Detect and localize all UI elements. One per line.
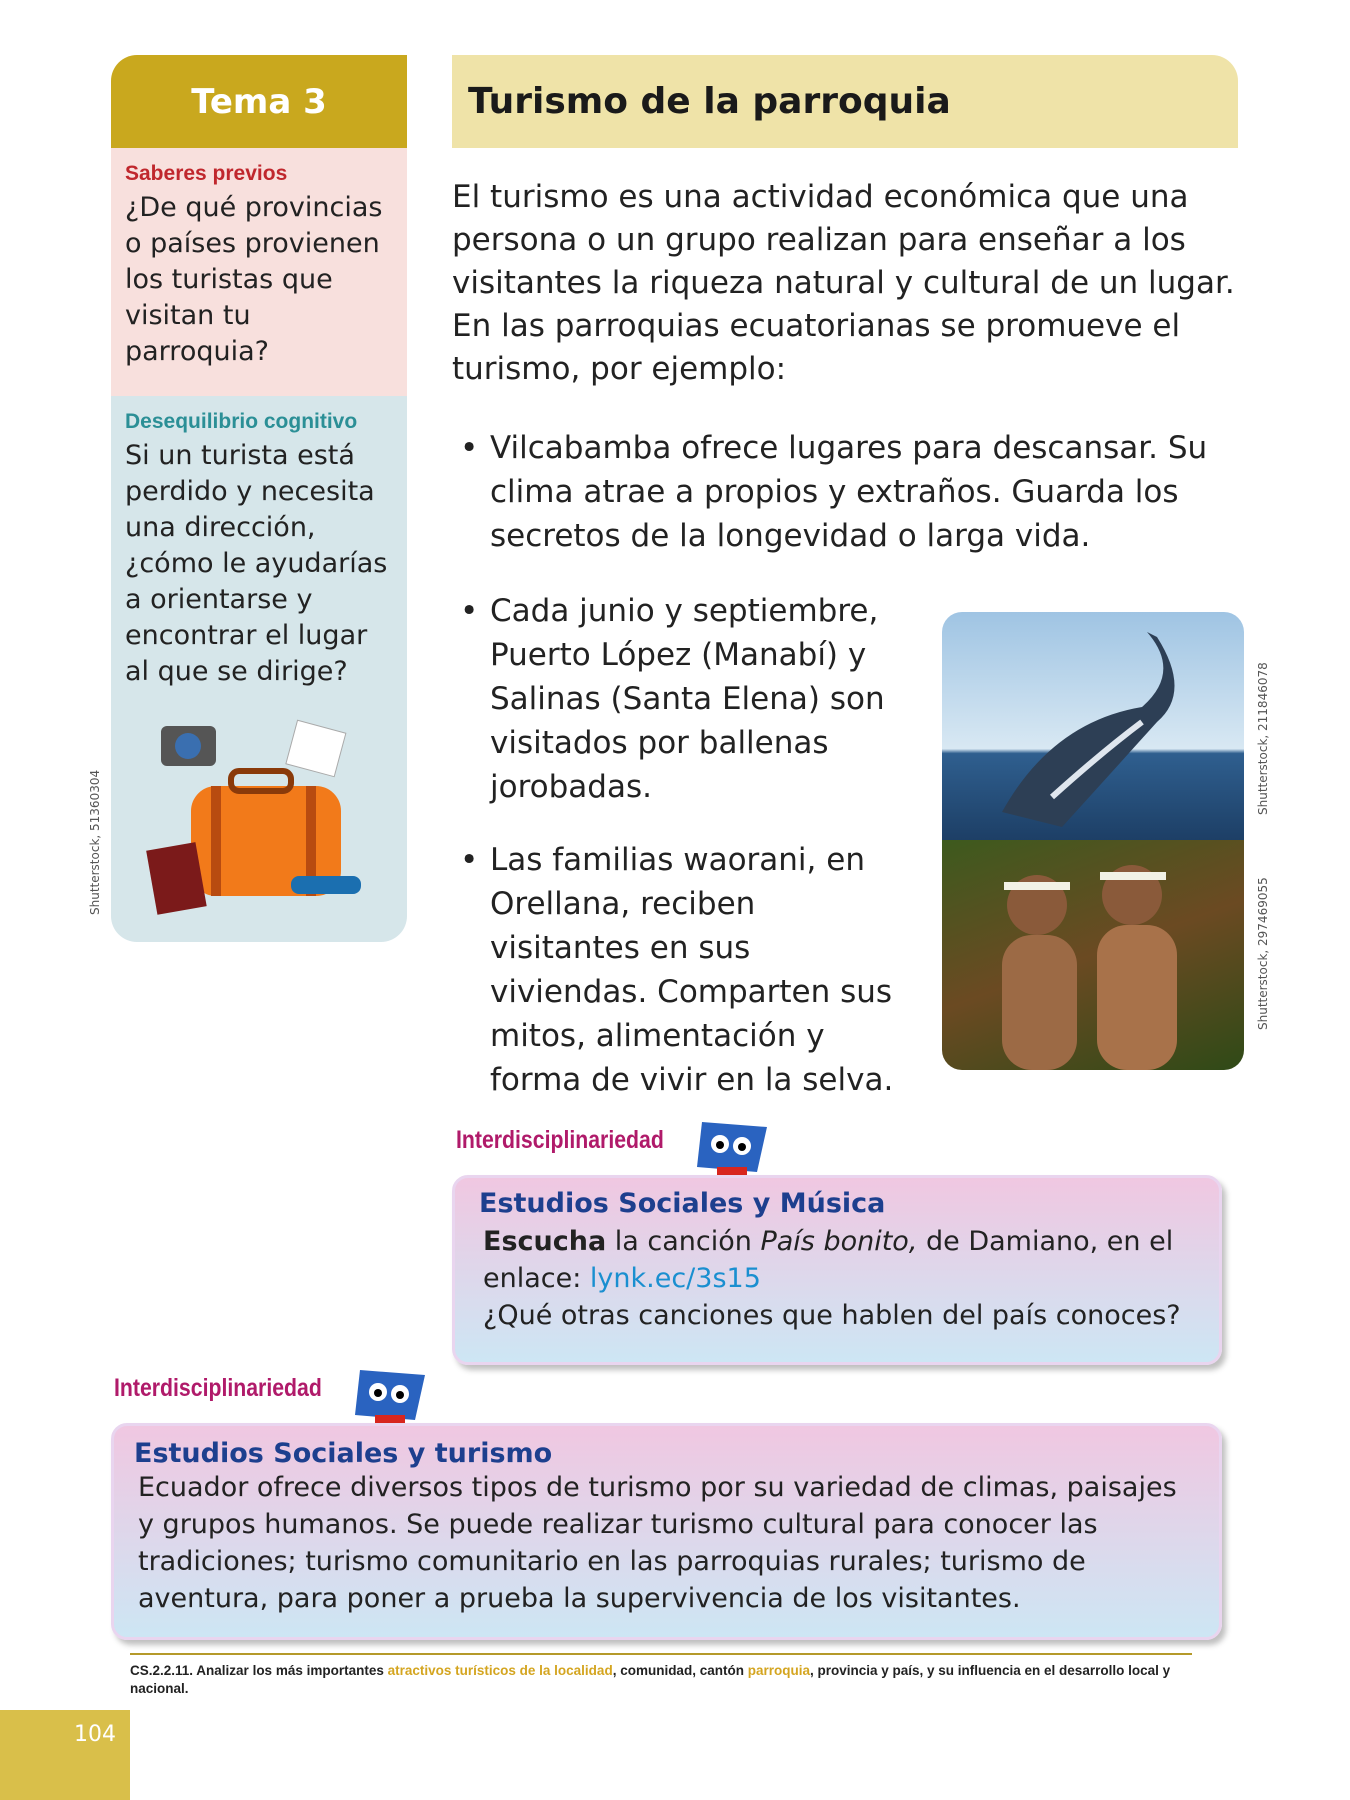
tema-header: Tema 3 — [111, 55, 407, 148]
text: de Damiano, en el enlace: — [483, 1226, 1174, 1294]
bullet-item: • Las familias waorani, en Orellana, reciben visitantes en sus viviendas. Comparten sus mitos, alimentación y forma de vivir en la selva. — [460, 838, 910, 1102]
intro-paragraph: El turismo es una actividad económica que una persona o un grupo realizan para enseñar a los visitantes la riqueza natural y cultural de un lugar. En las parroquias ecuatorianas se promueve el turismo, por ejemplo: — [452, 179, 1235, 387]
photo-panel — [942, 612, 1244, 1070]
song-link[interactable]: lynk.ec/3s15 — [589, 1263, 761, 1294]
whale-photo — [942, 612, 1244, 840]
highlight: parroquia — [747, 1663, 810, 1678]
footer-divider — [130, 1653, 1192, 1655]
bullet-item: • Cada junio y septiembre, Puerto López (Manabí) y Salinas (Santa Elena) son visitados por ballenas jorobadas. — [460, 589, 910, 809]
song-title: País bonito, — [760, 1226, 918, 1257]
waorani-photo — [942, 840, 1244, 1070]
question: ¿Qué otras canciones que hablen del país conoces? — [483, 1300, 1181, 1331]
image-credit: Shutterstock, 211846078 — [1256, 662, 1270, 815]
curriculum-standard — [130, 1662, 1192, 1698]
text: , provincia y país, y su influencia en el desarrollo local y nacional. — [130, 1663, 1171, 1696]
page-number: 104 — [0, 1710, 130, 1800]
text: , comunidad, cantón — [612, 1663, 748, 1678]
saberes-previos-box — [111, 148, 407, 396]
highlight: atractivos turísticos de la localidad — [387, 1663, 613, 1678]
saberes-text: ¿De qué provincias o países provienen los turistas que visitan tu parroquia? — [125, 192, 383, 367]
desequilibrio-title: Desequilibrio cognitivo — [125, 410, 358, 433]
interdisciplinariedad-label: Interdisciplinariedad — [456, 1126, 664, 1154]
saberes-title: Saberes previos — [125, 162, 288, 185]
box-heading: Estudios Sociales y turismo — [134, 1438, 553, 1469]
interdisciplinariedad-label: Interdisciplinariedad — [114, 1374, 322, 1402]
desequilibrio-text: Si un turista está perdido y necesita una dirección, ¿cómo le ayudarías a orientarse y encontrar el lugar al que se dirige? — [125, 440, 388, 687]
box-text — [479, 1223, 1195, 1334]
suitcase-illustration — [131, 716, 381, 926]
code: CS.2.2.11. — [130, 1663, 194, 1678]
image-credit: Shutterstock, 297469055 — [1256, 877, 1270, 1030]
bullet-item: • Vilcabamba ofrece lugares para descansar. Su clima atrae a propios y extraños. Guarda los secretos de la longevidad o larga vida. — [460, 426, 1220, 558]
page-title: Turismo de la parroquia — [452, 55, 1238, 148]
box-heading: Estudios Sociales y Música — [479, 1188, 886, 1219]
text: la canción — [606, 1226, 761, 1257]
desequilibrio-box — [111, 396, 407, 942]
image-credit: Shutterstock, 51360304 — [88, 769, 102, 915]
text: Analizar los más importantes — [193, 1663, 388, 1678]
interdisciplinary-box-music — [452, 1175, 1222, 1365]
interdisciplinary-box-tourism — [111, 1423, 1222, 1640]
bold-text: Escucha — [483, 1226, 607, 1257]
box-text: Ecuador ofrece diversos tipos de turismo por su variedad de climas, paisajes y grupos humanos. Se puede realizar turismo cultural para conocer las tradiciones; turismo comunitario en las parroquias rurales; turismo de aventura, para poner a prueba la supervivencia de los visitantes. — [138, 1472, 1177, 1614]
